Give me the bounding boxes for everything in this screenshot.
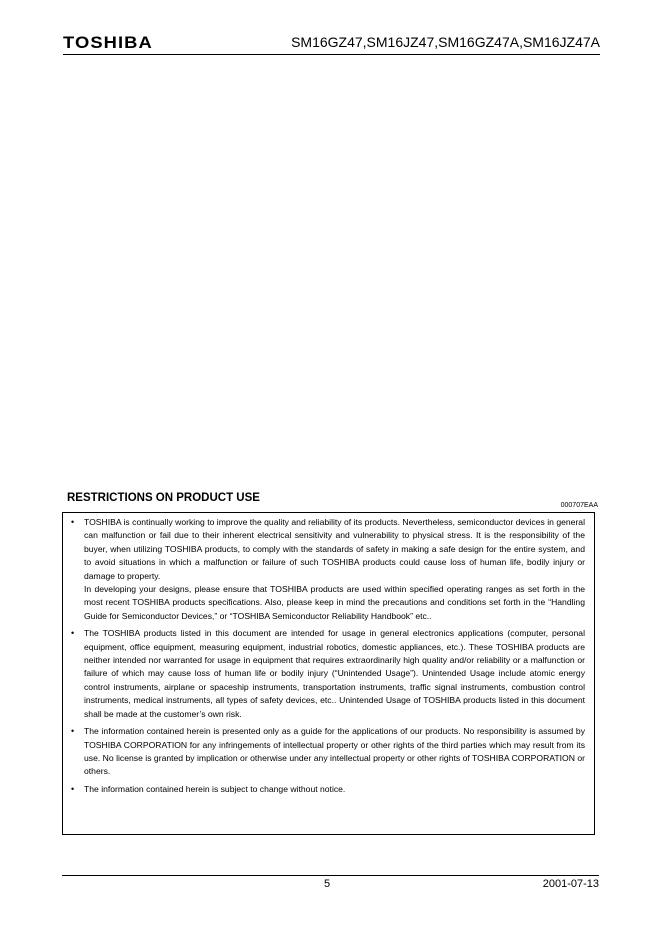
document-code: 000707EAA <box>560 502 598 509</box>
bullet-icon: • <box>71 726 75 737</box>
part-numbers: SM16GZ47,SM16JZ47,SM16GZ47A,SM16JZ47A <box>291 34 600 50</box>
header-divider <box>63 54 600 55</box>
page-number: 5 <box>324 878 331 890</box>
footer-date: 2001-07-13 <box>542 878 599 890</box>
restrictions-notice-box <box>62 512 595 835</box>
restrictions-title: RESTRICTIONS ON PRODUCT USE <box>67 492 260 504</box>
restriction-item-quality <box>71 516 585 623</box>
restriction-item-information-guide <box>71 725 585 779</box>
footer-divider <box>62 875 599 876</box>
toshiba-logo: TOSHIBA <box>63 33 153 52</box>
bullet-icon: • <box>71 628 75 639</box>
bullet-icon: • <box>71 783 75 794</box>
restrictions-list <box>63 513 594 796</box>
bullet-icon: • <box>71 517 75 527</box>
restriction-item-intended-usage <box>71 627 585 721</box>
restriction-paragraph: In developing your designs, please ensure that TOSHIBA products are used within specified operating ranges as set forth in the most recent TOSHIBA products specifications. Also, please keep in mind the precautions and conditions set forth in the “Handling Guide for Semiconductor Devices,” or “TOSHIBA Semiconductor Reliability Handbook” etc.. <box>84 584 585 621</box>
restriction-item-change-notice <box>71 783 585 796</box>
restriction-paragraph: The information contained herein is subject to change without notice. <box>84 783 346 794</box>
restriction-paragraph: The information contained herein is presented only as a guide for the applications of our products. No responsibility is assumed by TOSHIBA CORPORATION for any infringements of intellectual property or other rights of the third parties which may result from its use. No license is granted by implication or otherwise under any intellectual property or other rights of TOSHIBA CORPORATION or others. <box>84 726 585 777</box>
restriction-paragraph: The TOSHIBA products listed in this document are intended for usage in general electronics applications (computer, personal equipment, office equipment, measuring equipment, industrial robotics, domestic appliances, etc.). These TOSHIBA products are neither intended nor warranted for usage in equipment that requires extraordinarily high quality and/or reliability or a malfunction or failure of which may cause loss of human life or bodily injury (“Unintended Usage”). Unintended Usage include atomic energy control instruments, airplane or spaceship instruments, transportation instruments, traffic signal instruments, combustion control instruments, medical instruments, all types of safety devices, etc.. Unintended Usage of TOSHIBA products listed in this document shall be made at the customer’s own risk. <box>84 628 585 719</box>
restriction-paragraph: TOSHIBA is continually working to improve the quality and reliability of its products. Nevertheless, semiconductor devices in general can malfunction or fail due to their inherent electrical sensitivity and vulnerability to physical stress. It is the responsibility of the buyer, when utilizing TOSHIBA products, to comply with the standards of safety in making a safe design for the entire system, and to avoid situations in which a malfunction or failure of such TOSHIBA products could cause loss of human life, bodily injury or damage to property. <box>84 517 585 581</box>
page-header <box>63 30 600 54</box>
